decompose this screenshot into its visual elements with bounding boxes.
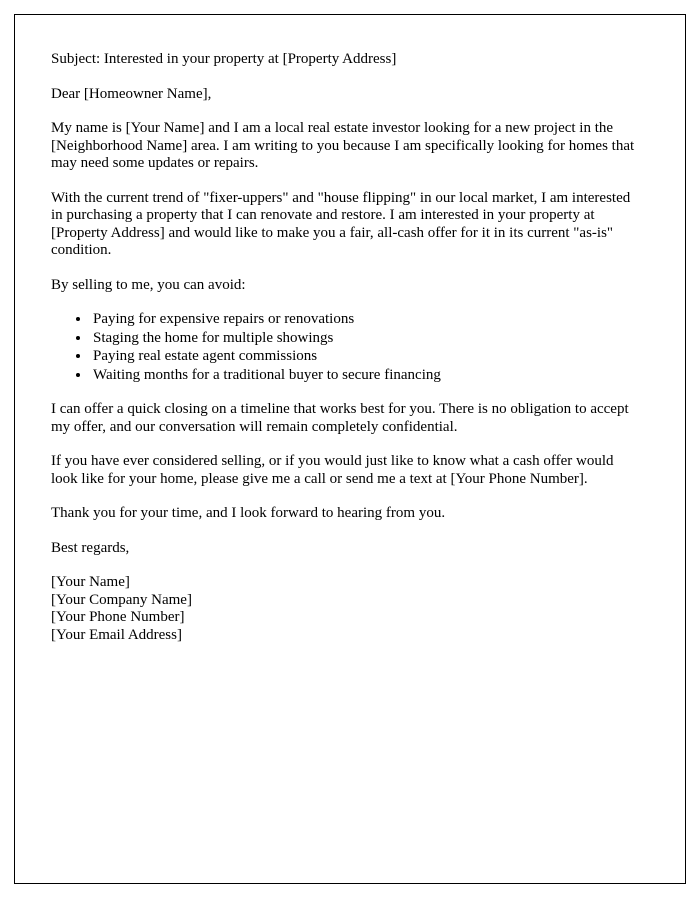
paragraph-thanks: Thank you for your time, and I look forward to hearing from you. xyxy=(51,505,446,521)
benefit-item: • Paying real estate agent commissions xyxy=(91,348,639,366)
signature-block xyxy=(51,574,639,644)
benefits-list xyxy=(51,311,639,384)
signature-name: [Your Name] xyxy=(51,574,130,590)
greeting: Dear [Homeowner Name], xyxy=(51,85,212,102)
signature-company: [Your Company Name] xyxy=(51,591,192,608)
benefit-item: • Staging the home for multiple showings xyxy=(91,330,639,348)
benefit-item: • Paying for expensive repairs or renovations xyxy=(91,311,639,329)
paragraph-contact: If you have ever considered selling, or if you would just like to know what a cash offer would look like for your home, please give me a call or send me a text at [Your Phone Number]. xyxy=(51,453,614,487)
paragraph-benefits-lead: By selling to me, you can avoid: xyxy=(51,276,246,293)
paragraph-offer: With the current trend of "fixer-uppers" and "house flipping" in our local market, I am interested in purchasing a property that I can renovate and restore. I am interested in your property at [Property Address] and would like to make you a fair, all-cash offer for it in its current "as-is" condition. xyxy=(51,189,631,258)
paragraph-closing-offer: I can offer a quick closing on a timeline that works best for you. There is no obligation to accept my offer, and our conversation will remain completely confidential. xyxy=(51,401,629,435)
paragraph-intro: My name is [Your Name] and I am a local real estate investor looking for a new project in the [Neighborhood Name] area. I am writing to you because I am specifically looking for homes that may need some updates or repairs. xyxy=(51,120,635,171)
letter-page xyxy=(14,14,686,884)
benefit-item: • Waiting months for a traditional buyer to secure financing xyxy=(91,367,639,385)
closing-salutation: Best regards, xyxy=(51,539,130,556)
subject-line: Subject: Interested in your property at [Property Address] xyxy=(51,51,397,67)
signature-email: [Your Email Address] xyxy=(51,626,182,643)
signature-phone: [Your Phone Number] xyxy=(51,609,185,625)
